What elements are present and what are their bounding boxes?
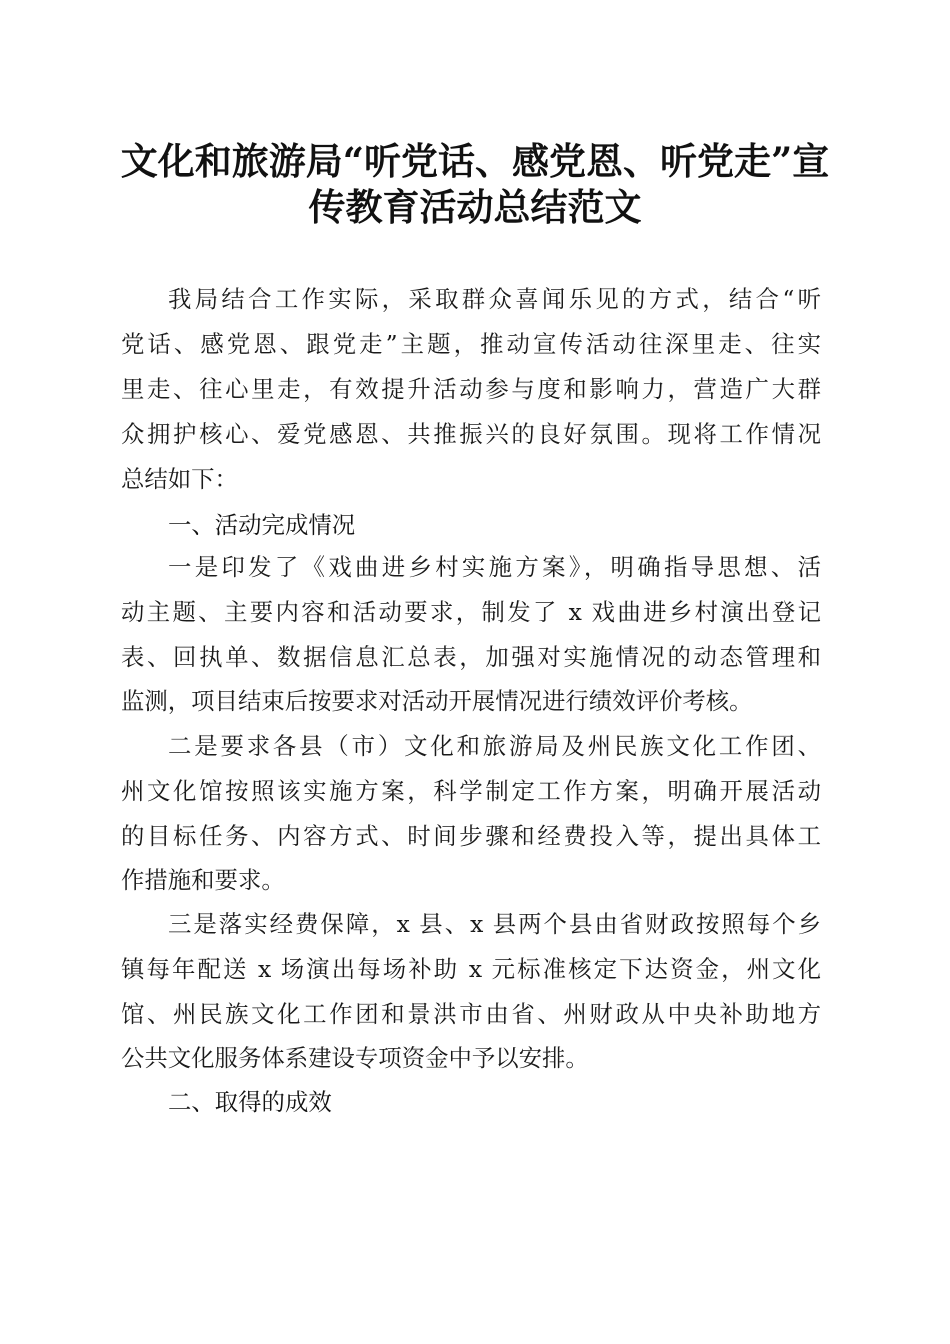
paragraph-2-line: 二是要求各县（市）文化和旅游局及州民族文化工作团、 — [168, 732, 821, 760]
paragraph-1-line: 监测，项目结束后按要求对活动开展情况进行绩效评价考核。 — [121, 687, 753, 715]
paragraph-2-line: 州文化馆按照该实施方案，科学制定工作方案，明确开展活动 — [121, 777, 821, 805]
intro-line: 总结如下： — [121, 465, 238, 493]
paragraph-3-line: 三是落实经费保障，x 县、x 县两个县由省财政按照每个乡 — [168, 910, 821, 938]
paragraph-2-line: 的目标任务、内容方式、时间步骤和经费投入等，提出具体工 — [121, 822, 821, 850]
intro-line: 我局结合工作实际，采取群众喜闻乐见的方式，结合“听 — [168, 285, 821, 313]
paragraph-1-line: 一是印发了《戏曲进乡村实施方案》，明确指导思想、活 — [168, 553, 821, 581]
paragraph-3-line: 镇每年配送 x 场演出每场补助 x 元标准核定下达资金，州文化 — [121, 955, 821, 983]
document-title-line-2: 传教育活动总结范文 — [308, 185, 642, 229]
document-title-line-1: 文化和旅游局“听党话、感党恩、听党走”宣 — [120, 139, 830, 183]
section-heading-1: 一、活动完成情况 — [168, 511, 356, 539]
intro-line: 党话、感党恩、跟党走”主题，推动宣传活动往深里走、往实 — [121, 330, 821, 358]
paragraph-1-line: 动主题、主要内容和活动要求，制发了 x 戏曲进乡村演出登记 — [121, 598, 821, 626]
paragraph-1-line: 表、回执单、数据信息汇总表，加强对实施情况的动态管理和 — [121, 643, 821, 671]
paragraph-3-line: 公共文化服务体系建设专项资金中予以安排。 — [121, 1044, 589, 1072]
paragraph-3-line: 馆、州民族文化工作团和景洪市由省、州财政从中央补助地方 — [121, 1000, 821, 1028]
section-heading-2: 二、取得的成效 — [168, 1088, 332, 1116]
intro-line: 里走、往心里走，有效提升活动参与度和影响力，营造广大群 — [121, 375, 821, 403]
paragraph-2-line: 作措施和要求。 — [121, 866, 285, 894]
intro-line: 众拥护核心、爱党感恩、共推振兴的良好氛围。现将工作情况 — [121, 420, 821, 448]
